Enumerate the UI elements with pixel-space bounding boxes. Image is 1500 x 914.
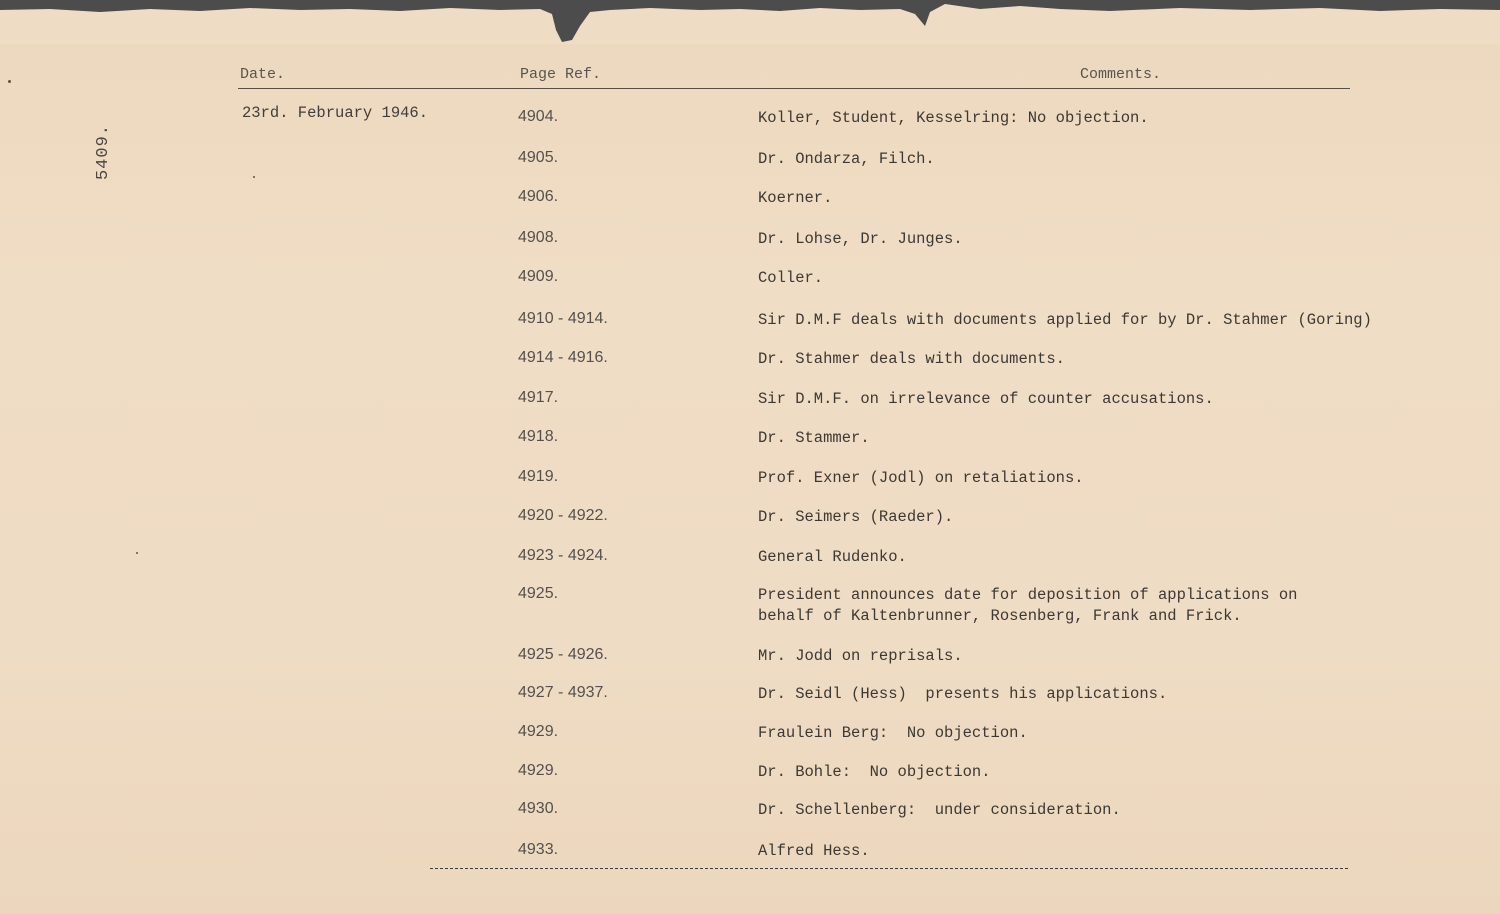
comment: Sir D.M.F. on irrelevance of counter accusations. <box>758 390 1214 408</box>
page-ref: 4906. <box>518 188 559 205</box>
comment: Dr. Stahmer deals with documents. <box>758 350 1065 368</box>
page-ref: 4908. <box>518 229 559 246</box>
comment: Dr. Ondarza, Filch. <box>758 150 935 168</box>
comment: Dr. Seidl (Hess) presents his applications. <box>758 685 1168 703</box>
page-ref: 4929. <box>518 723 559 740</box>
paper-speck <box>136 552 138 554</box>
comment: General Rudenko. <box>758 548 907 566</box>
page-ref: 4923 - 4924. <box>518 547 608 564</box>
comment: Dr. Stammer. <box>758 429 870 447</box>
page-ref: 4927 - 4937. <box>518 684 608 701</box>
column-header-comments: Comments. <box>1080 66 1162 83</box>
page-ref: 4914 - 4916. <box>518 349 608 366</box>
page-ref: 4918. <box>518 428 559 445</box>
column-header-page-ref: Page Ref. <box>520 66 602 83</box>
paper-speck <box>8 80 11 83</box>
page-ref: 4904. <box>518 108 559 125</box>
page-ref: 4933. <box>518 841 559 858</box>
comment: Dr. Schellenberg: under consideration. <box>758 801 1121 819</box>
comment: Fraulein Berg: No objection. <box>758 724 1028 742</box>
page-ref: 4910 - 4914. <box>518 310 608 327</box>
comment: Dr. Lohse, Dr. Junges. <box>758 230 963 248</box>
page-ref: 4920 - 4922. <box>518 507 608 524</box>
bottom-rule <box>430 868 1348 869</box>
comment: Sir D.M.F deals with documents applied for by Dr. Stahmer (Goring) <box>758 311 1372 329</box>
page-ref: 4925 - 4926. <box>518 646 608 663</box>
comment: President announces date for deposition of applications on behalf of Kaltenbrunner, Rosenberg, Frank and Frick. <box>758 586 1298 625</box>
page-ref: 4919. <box>518 468 559 485</box>
page-ref: 4929. <box>518 762 559 779</box>
page-ref: 4909. <box>518 268 559 285</box>
comment: Dr. Seimers (Raeder). <box>758 508 954 526</box>
margin-page-number: 5409. <box>94 124 113 181</box>
page-ref: 4925. <box>518 585 559 602</box>
entry-date: 23rd. February 1946. <box>242 104 429 122</box>
comment: Prof. Exner (Jodl) on retaliations. <box>758 469 1084 487</box>
page-ref: 4930. <box>518 800 559 817</box>
paper-speck <box>253 176 255 178</box>
comment: Mr. Jodd on reprisals. <box>758 647 963 665</box>
torn-top-edge <box>0 0 1500 44</box>
comment: Alfred Hess. <box>758 842 870 860</box>
header-rule <box>238 88 1350 89</box>
comment: Dr. Bohle: No objection. <box>758 763 991 781</box>
page-ref: 4905. <box>518 149 559 166</box>
page-ref: 4917. <box>518 389 559 406</box>
comment: Koerner. <box>758 189 833 207</box>
column-header-date: Date. <box>240 66 286 83</box>
comment: Koller, Student, Kesselring: No objection. <box>758 109 1149 127</box>
comment: Coller. <box>758 269 824 287</box>
